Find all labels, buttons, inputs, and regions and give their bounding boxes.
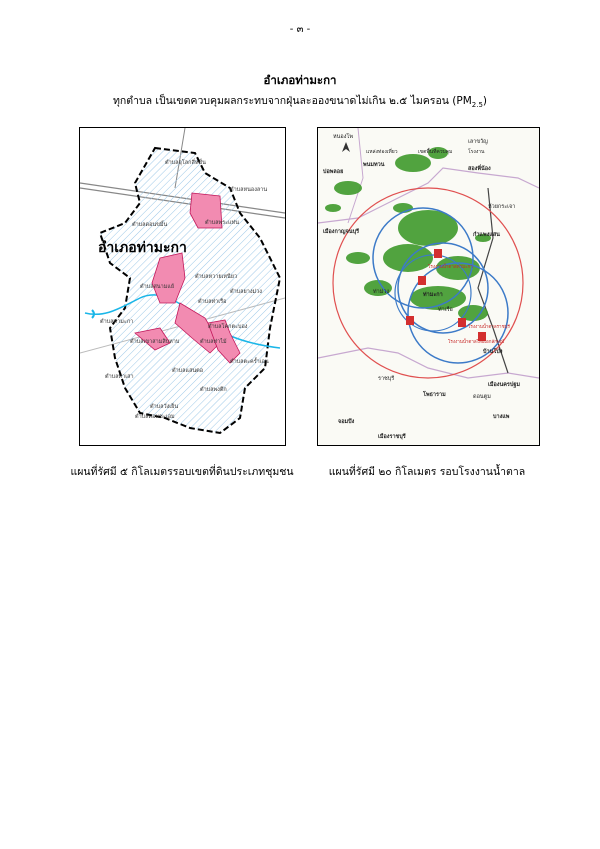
place-label: ท่ามะกา [423,292,443,298]
place-label: ท่าเรือ [438,307,453,313]
factory-icon [406,316,414,325]
place-label: เมืองนครปฐม [488,382,521,388]
subdistrict-label: ตำบลแสนตอ [172,368,204,374]
place-label: จอมบึง [338,419,355,425]
factory-label: โรงงานน้ำตาลท่ามะกา [428,265,473,270]
map-5km-radius [79,127,286,446]
page-subtitle [0,92,600,109]
subdistrict-label: ตำบลท่าเสา [105,374,134,380]
subdistrict-label: ตำบลหวายเหนียว [195,274,238,280]
place-label: หนองโพ [333,134,353,140]
place-label: กำแพงแสน [473,232,500,238]
place-label: สองพี่น้อง [468,166,491,172]
subtitle-end: ) [482,95,488,107]
place-label: ห้วยกระเจา [488,204,516,210]
subdistrict-label: ตำบลดอนชะเอม [135,414,175,420]
left-map-caption: แผนที่รัศมี ๕ กิโลเมตรรอบเขตที่ดินประเภทชุมชน [70,466,294,478]
subdistrict-label: ตำบลท่ามะกา [100,319,134,325]
factory-icon [434,249,442,258]
place-label: ราชบุรี [378,376,395,382]
subdistrict-label: ตำบลพงตึก [200,387,227,393]
subdistrict-label: ตำบลตะคร้ำเอน [230,359,269,365]
subdistrict-label: ตำบลสนามแย้ [140,284,175,290]
place-label: ดอนตูม [473,394,491,400]
subdistrict-label: ตำบลยางม่วง [230,289,262,295]
subdistrict-label: ตำบลดอนขมิ้น [132,222,168,228]
province-map-svg [318,128,539,445]
place-label: โพธาราม [423,392,446,398]
legend-label: แหล่งท่องเที่ยว [366,149,398,155]
place-label: เมืองราชบุรี [378,434,406,440]
subdistrict-label: ตำบลโคกตะบอง [208,324,248,330]
place-label: เลาขวัญ [468,139,488,145]
place-label: ท่าม่วง [373,289,390,295]
place-label: พนมทวน [363,162,385,168]
place-label: เมืองกาญจนบุรี [323,229,360,235]
factory-icon [458,318,466,327]
subdistrict-label: ตำบลท่าเรือ [198,299,227,305]
subdistrict-label: ตำบลหนองลาน [230,187,268,193]
legend-label: เขตพื้นที่ควบคุม [418,149,453,155]
subdistrict-label: ตำบลท่าไม้ [200,339,227,345]
factory-label: โรงงานน้ำตาลไทยเอกลักษณ์ [448,340,505,345]
place-label: บ้านโป่ง [483,349,503,355]
legend-label: โรงงาน [468,149,485,155]
right-map-caption: แผนที่รัศมี ๒๐ กิโลเมตร รอบโรงงานน้ำตาล [328,466,526,478]
district-label: อำเภอท่ามะกา [98,240,187,256]
page-title: อำเภอท่ามะกา [263,73,337,87]
subtitle-subscript: 2.5 [471,101,483,110]
subtitle-text: ทุกตำบล เป็นเขตควบคุมผลกระทบจากฝุ่นละอองขนาดไม่เกิน ๒.๕ ไมครอน (PM [112,95,472,107]
page-number: - ๓ - [289,24,311,35]
subdistrict-label: ตำบลพระแท่น [205,220,239,226]
subdistrict-label: ตำบลอุโลกสี่หมื่น [165,160,206,166]
map-20km-radius [317,127,540,446]
factory-icon [418,276,426,285]
place-label: บ่อพลอย [323,169,344,175]
place-label: บางแพ [493,414,510,420]
subdistrict-label: ตำบลเขาสามสิบหาบ [130,339,180,345]
district-map-svg [80,128,285,445]
factory-label: โรงงานน้ำตาลราชบุรี [468,325,510,330]
subdistrict-label: ตำบลวังเย็น [150,404,179,410]
